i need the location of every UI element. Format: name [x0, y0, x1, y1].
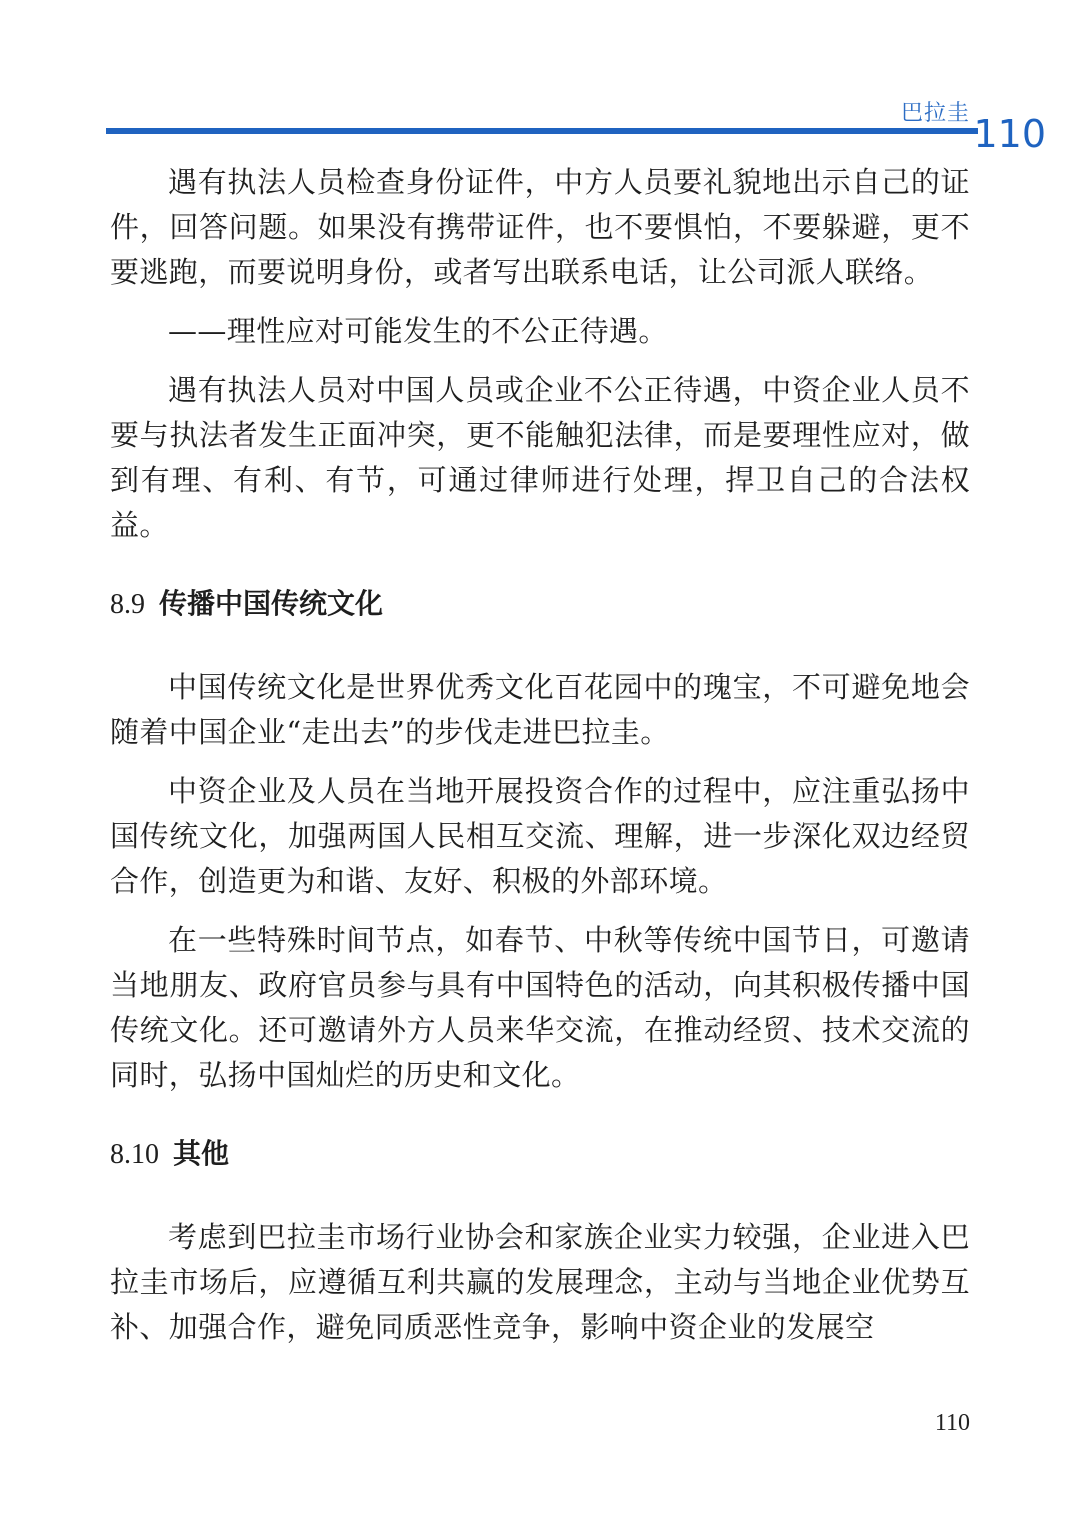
section-number: 8.10 — [110, 1139, 159, 1170]
paragraph: ——理性应对可能发生的不公正待遇。 — [168, 314, 668, 348]
header-rule — [106, 128, 978, 134]
paragraph: 在一些特殊时间节点，如春节、中秋等传统中国节日，可邀请当地朋友、政府官员参与具有中国特色的活动，向其积极传播中国传统文化。还可邀请外方人员来华交流，在推动经贸、技术交流的同时，弘扬中国灿烂的历史和文化。 — [110, 923, 970, 1092]
section-title: 其他 — [173, 1137, 230, 1170]
section-title: 传播中国传统文化 — [159, 587, 384, 620]
header-country: 巴拉圭 — [900, 101, 970, 126]
paragraph: 遇有执法人员检查身份证件，中方人员要礼貌地出示自己的证件，回答问题。如果没有携带证件，也不要惧怕，不要躲避，更不要逃跑，而要说明身份，或者写出联系电话，让公司派人联络。 — [110, 165, 970, 289]
paragraph: 中国传统文化是世界优秀文化百花园中的瑰宝，不可避免地会随着中国企业“走出去”的步伐走进巴拉圭。 — [110, 670, 970, 749]
page-body — [110, 160, 970, 1364]
section-heading-8-10 — [110, 1134, 970, 1175]
section-number: 8.9 — [110, 589, 145, 620]
paragraph: 遇有执法人员对中国人员或企业不公正待遇，中资企业人员不要与执法者发生正面冲突，更不能触犯法律，而是要理性应对，做到有理、有利、有节，可通过律师进行处理，捍卫自己的合法权益。 — [110, 373, 970, 542]
section-heading-8-9 — [110, 584, 970, 625]
paragraph: 考虑到巴拉圭市场行业协会和家族企业实力较强，企业进入巴拉圭市场后，应遵循互利共赢的发展理念，主动与当地企业优势互补、加强合作，避免同质恶性竞争，影响中资企业的发展空 — [110, 1220, 970, 1344]
paragraph: 中资企业及人员在当地开展投资合作的过程中，应注重弘扬中国传统文化，加强两国人民相互交流、理解，进一步深化双边经贸合作，创造更为和谐、友好、积极的外部环境。 — [110, 774, 970, 898]
header-page-number: 110 — [973, 112, 1046, 156]
footer-page-number: 110 — [934, 1410, 970, 1436]
